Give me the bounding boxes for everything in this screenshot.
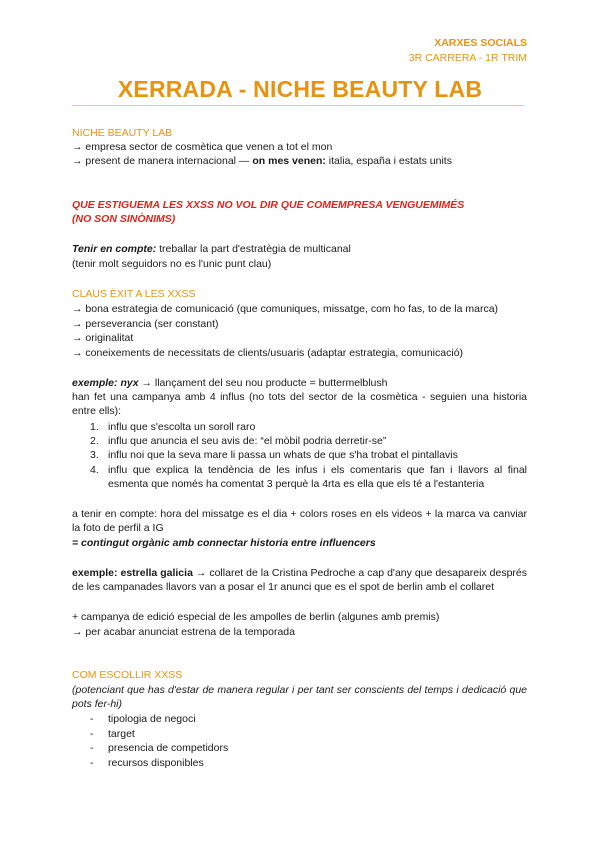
nyx-text: → llançament del seu nou producte = buttermelblush [138,377,388,389]
tenir-line-1 [72,242,527,256]
warning-line-1: QUE ESTIGUEMA LES XXSS NO VOL DIR QUE COMEMPRESA VENGUEMIMÉS [72,199,465,211]
list-number: 1. [90,421,99,433]
nyx-label: exemple: nyx [72,377,139,389]
nyx-paragraph: han fet una campanya amb 4 influs (no tots del sector de la cosmètica - seguien una historia entre ells): [72,391,527,417]
term-label: 3R CARRERA - 1R TRIM [408,52,527,64]
tenir-label: Tenir en compte: [72,243,157,255]
intro-line-2-bold: on mes venen: [252,155,326,167]
intro-line-2-pre: → present de manera internacional — [72,155,253,167]
escollir-item: tipologia de negoci [108,713,196,725]
galicia-line-3: → per acabar anunciat estrena de la temporada [72,626,295,638]
claus-item: → perseverancia (ser constant) [72,318,219,330]
nyx-list-item: influ noi que la seva mare li passa un whats de que s'ha trobat el pintallavis [108,449,458,461]
escollir-note: (potenciant que has d'estar de manera regular i per tant ser conscients del temps i dedicació que pots fer-hi) [72,684,527,710]
bullet-dash: - [90,728,94,740]
course-label: XARXES SOCIALS [434,37,527,49]
escollir-item: recursos disponibles [108,757,204,769]
galicia-text: → collaret de la Cristina Pedroche a cap d'any que desapareix després de les campanades llavors van a posar el 1r anunci que es el spot de berlin amb el collaret [72,567,527,593]
galicia-paragraph [72,566,527,594]
nyx-conclusion: = contingut orgànic amb connectar historia entre influencers [72,537,376,549]
galicia-label: exemple: estrella galicia [72,567,193,579]
nyx-line [72,376,527,390]
claus-item: → originalitat [72,332,134,344]
bullet-dash: - [90,713,94,725]
nyx-list-item: influ que anuncia el seu avis de: “el mòbil podria derretir-se” [108,435,387,447]
nyx-note: a tenir en compte: hora del missatge es el dia + colors roses en els videos + la marca va canviar la foto de perfil a IG [72,508,527,534]
intro-line-2-post: italia, españa i estats units [325,155,452,167]
galicia-line-2: + campanya de edició especial de les ampolles de berlin (algunes amb premis) [72,611,440,623]
title-divider [72,105,524,106]
intro-line-1: → empresa sector de cosmètica que venen a tot el mon [72,141,333,153]
list-number: 3. [90,449,99,461]
claus-item: → bona estrategia de comunicació (que comuniques, missatge, com ho fas, to de la marca) [72,303,499,315]
nyx-list-item: influ que s'escolta un soroll raro [108,421,256,433]
tenir-line-2: (tenir molt seguidors no es l'unic punt clau) [72,258,272,270]
bullet-dash: - [90,742,94,754]
section-heading-niche: NICHE BEAUTY LAB [72,127,173,139]
list-number: 2. [90,435,99,447]
escollir-item: presencia de competidors [108,742,229,754]
intro-line-2 [72,154,527,168]
escollir-item: target [108,728,135,740]
tenir-text: treballar la part d'estratègia de multicanal [156,243,351,255]
warning-line-2: (NO SON SINÒNIMS) [72,213,176,225]
nyx-list-item: influ que explica la tendència de les infus i els comentaris que fan i llavors al final esmenta que només ha comentat 3 perquè la 4rta es ella que els té a l'estanteria [108,464,527,490]
list-number: 4. [90,464,99,476]
bullet-dash: - [90,757,94,769]
section-heading-claus: CLAUS ÈXIT A LES XXSS [72,288,196,300]
section-heading-escollir: COM ESCOLLIR XXSS [72,669,183,681]
page-title: XERRADA - NICHE BEAUTY LAB [117,76,483,102]
claus-item: → coneixements de necessitats de clients/usuaris (adaptar estrategia, comunicació) [72,347,464,359]
